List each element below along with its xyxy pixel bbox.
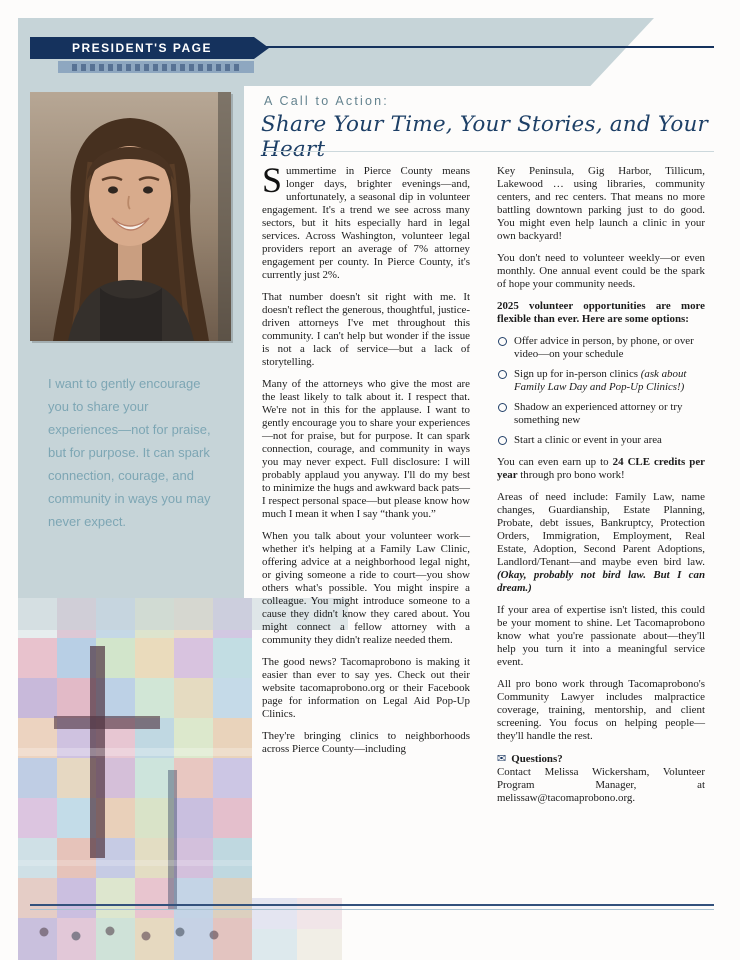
article-kicker: A Call to Action: (264, 94, 389, 108)
section-banner (30, 37, 254, 59)
list-item (497, 401, 705, 427)
paragraph: You don't need to volunteer weekly—or even monthly. One annual event could be the spark of hope your community needs. (497, 252, 705, 290)
paragraph: All pro bono work through Tacomaprobono's Community Lawyer includes malpractice coverage, training, mentorship, and client screening. You focus on helping people—they'll handle the rest. (497, 678, 705, 742)
article-column-1 (262, 160, 470, 765)
contact-text: Contact Melissa Wickersham, Volunteer Program Manager, at melissaw@tacomaprobono.org. (497, 766, 705, 804)
title-divider (262, 151, 714, 152)
paragraph: Key Peninsula, Gig Harbor, Tillicum, Lakewood … using libraries, community centers, and rec centers. That means no more battling downtown parking just to do good. You might even help launch a clinic in your own backyard! (497, 165, 705, 242)
bullet-text: Shadow an experienced attorney or try something new (514, 401, 683, 426)
circle-bullet-icon (498, 436, 507, 445)
paragraph: That number doesn't sit right with me. It doesn't reflect the generous, thoughtful, justice-driven attorneys I've met throughout this community. I can't help but wonder if the issue is not a lack of service—but a lack of storytelling. (262, 291, 470, 368)
cle-text-bold: 24 CLE credits per year (497, 456, 705, 481)
paragraph: The good news? Tacomaprobono is making it easier than ever to say yes. Check out their website tacomaprobono.org or their Facebook page for information on Legal Aid Pop-Up Clinics. (262, 656, 470, 720)
drop-cap: S (262, 160, 283, 200)
areas-text: Areas of need include: Family Law, name changes, Guardianship, Estate Planning, Probate, debt issues, Bankruptcy, Protection Orders, Immigration, Employment, Real Estate, Adoption, Second Parent Adoptions, Landlord/Tenant—and maybe even bird law. (497, 491, 705, 568)
president-portrait-photo (30, 92, 231, 341)
circle-bullet-icon (498, 370, 507, 379)
paragraph: When you talk about your volunteer work—whether it's helping at a Family Law Clinic, offering advice at a neighborhood legal night, or giving someone a ride to court—you show others what's possible. You might inspire a colleague. You might introduce someone to a cause they didn't know they cared about. You might connect a fellow attorney with a community they didn't realize needed them. (262, 530, 470, 646)
cle-text-post: through pro bono work! (517, 469, 625, 481)
paragraph-intro (262, 160, 470, 282)
bullet-text-italic: (ask about Family Law Day and Pop-Up Clinics!) (514, 368, 687, 393)
pull-quote: I want to gently encourage you to share your experiences—not for praise, but for purpose. It can spark connection, courage, and community in ways you may never expect. (48, 376, 211, 529)
envelope-icon: ✉ (497, 752, 507, 765)
banner-shadow-ribbon (58, 61, 254, 73)
footer-divider (30, 904, 714, 910)
circle-bullet-icon (498, 403, 507, 412)
list-item (497, 335, 705, 361)
paragraph-cle (497, 456, 705, 482)
list-item (497, 368, 705, 394)
article-title: Share Your Time, Your Stories, and Your Heart (261, 112, 709, 162)
paragraph: They're bringing clinics to neighborhoods across Pierce County—including (262, 730, 470, 755)
banner-label: PRESIDENT'S PAGE (72, 41, 212, 55)
questions-label: Questions? (511, 753, 563, 765)
paragraph: Many of the attorneys who give the most are the least likely to talk about it. I respect that. We're not in this for the applause. I want to gently encourage you to share your experiences—not for praise, but for purpose. It can spark connection, courage, and community in ways you may never expect. Full disclosure: I will probably applaud you anyway. I'll do my best to minimize the hugs and awkward back pats—I respect personal space—but please know how much I mean it when I say “thank you.” (262, 378, 470, 520)
circle-bullet-icon (498, 337, 507, 346)
portrait-illustration (30, 92, 231, 341)
options-list (497, 335, 705, 447)
banner-rule (264, 46, 714, 48)
areas-joke: (Okay, probably not bird law. But I can dream.) (497, 569, 705, 594)
bullet-text: Sign up for in-person clinics (514, 368, 641, 380)
article-column-2 (497, 165, 705, 814)
paragraph-areas (497, 491, 705, 595)
paragraph: If your area of expertise isn't listed, this could be your moment to shine. Let Tacomaprobono know what you're passionate about—they'll help you turn it into a meaningful service event. (497, 604, 705, 668)
cle-text-pre: You can even earn up to (497, 456, 613, 468)
questions-block (497, 752, 705, 805)
bullet-text: Start a clinic or event in your area (514, 434, 662, 446)
paragraph-text: ummertime in Pierce County means longer days, brighter evenings—and, unfortunately, a seasonal dip in volunteer engagement. It's a trend we see across many sectors, but it hits especially hard in legal services. Across Washington, volunteer legal providers report an average of 7% attorney engagement per county. In Pierce County, it's currently just 2%. (262, 165, 470, 281)
list-item (497, 434, 705, 447)
bullet-text: Offer advice in person, by phone, or over video—on your schedule (514, 335, 694, 360)
paragraph-options-lead: 2025 volunteer opportunities are more flexible than ever. Here are some options: (497, 300, 705, 325)
